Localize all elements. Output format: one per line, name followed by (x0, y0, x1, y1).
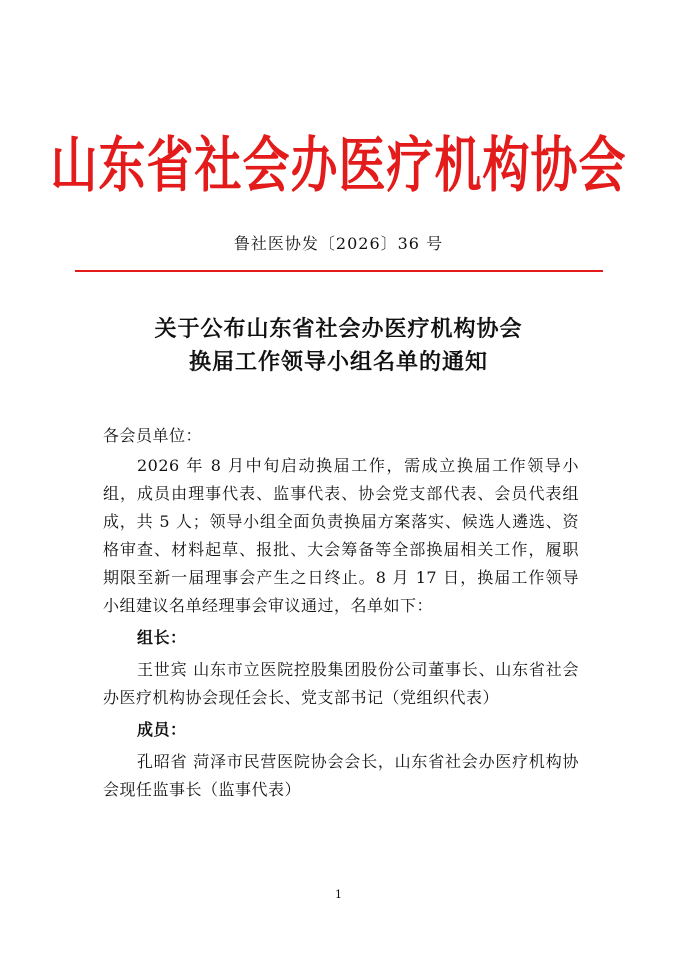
notice-body (103, 422, 579, 804)
members-heading: 成员： (137, 720, 187, 739)
page-number: 1 (335, 888, 342, 901)
red-divider (75, 270, 603, 272)
notice-title-line1: 关于公布山东省社会办医疗机构协会 (154, 317, 523, 342)
member-entry: 孔昭省 菏泽市民营医院协会会长，山东省社会办医疗机构协会现任监事长（监事代表） (103, 752, 579, 799)
notice-title-line2: 换届工作领导小组名单的通知 (188, 350, 488, 375)
salutation: 各会员单位： (103, 426, 203, 445)
organization-header: 山东省社会办医疗机构协会 (50, 130, 627, 202)
leader-entry: 王世宾 山东市立医院控股集团股份公司董事长、山东省社会办医疗机构协会现任会长、党支部书记（党组织代表） (103, 660, 579, 707)
notice-title (0, 313, 677, 379)
document-number: 鲁社医协发〔2026〕36 号 (233, 234, 444, 253)
leader-heading: 组长： (137, 628, 187, 647)
main-paragraph: 2026 年 8 月中旬启动换届工作，需成立换届工作领导小组，成员由理事代表、监事代表、协会党支部代表、会员代表组成，共 5 人；领导小组全面负责换届方案落实、候选人遴选、资格审查、材料起草、报批、大会筹备等全部换届相关工作，履职期限至新一届理事会产生之日终止。8 月 17 日，换届工作领导小组建议名单经理事会审议通过，名单如下： (103, 456, 579, 615)
